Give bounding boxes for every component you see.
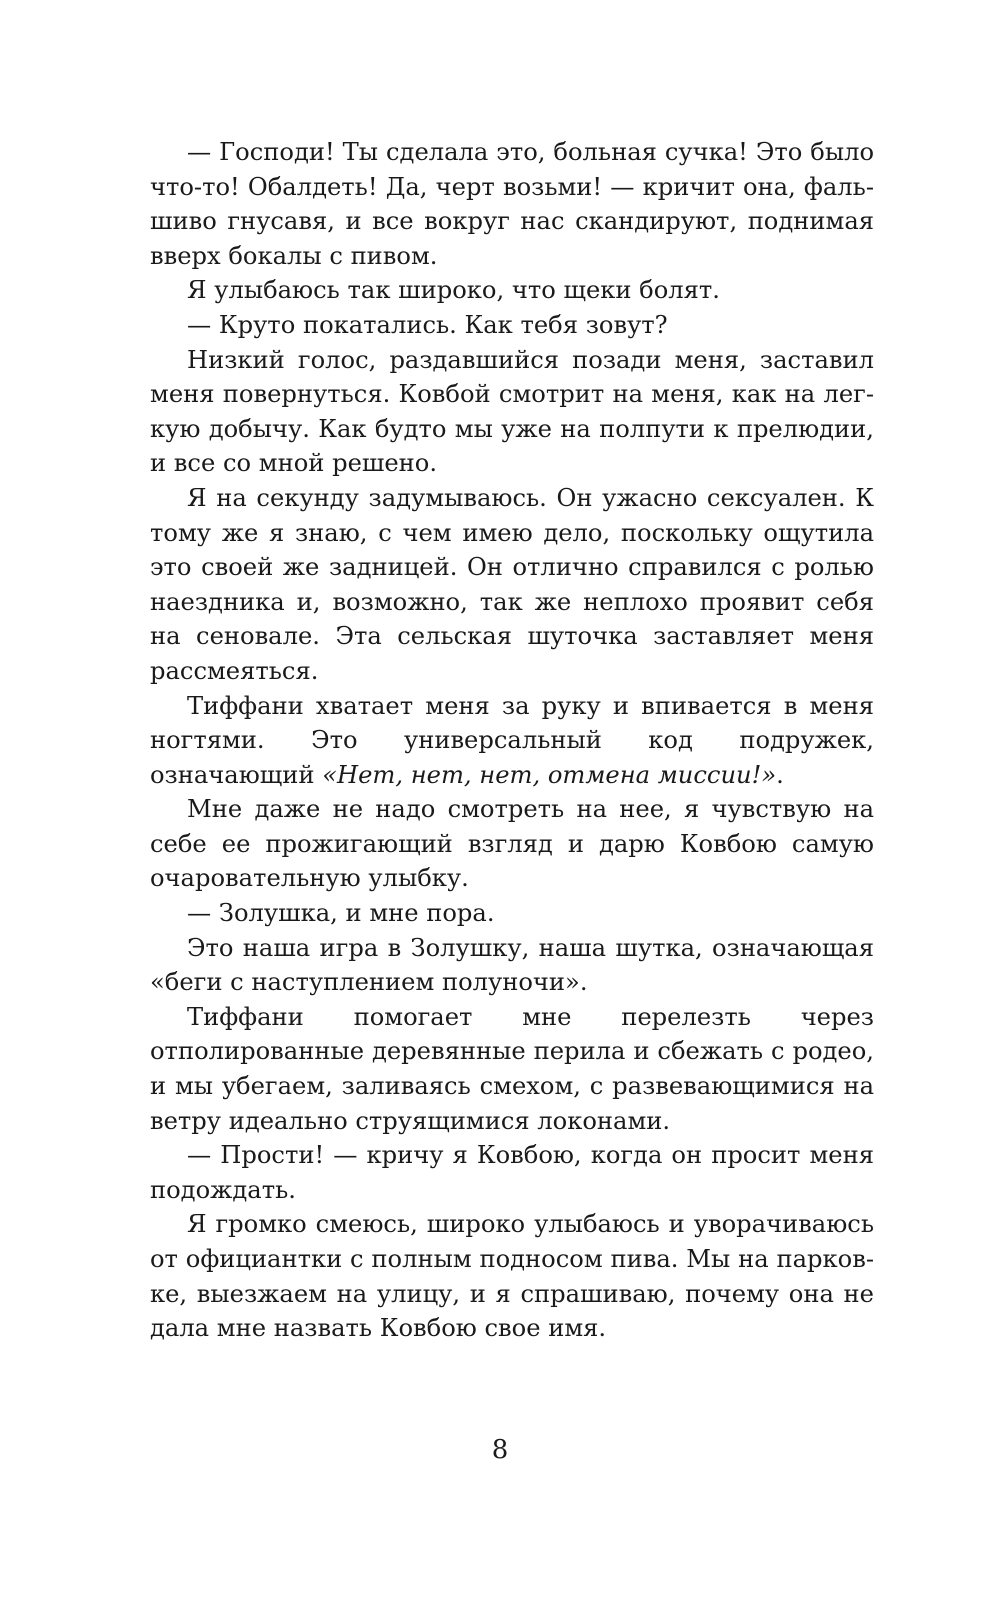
italic-phrase: «Нет, нет, нет, отмена миссии!»: [322, 760, 777, 789]
page-number: 8: [491, 1435, 509, 1465]
paragraph-4: Низкий голос, раздавшийся позади меня, заставил меня повернуться. Ковбой смотрит на меня, как на легкую добычу. Как будто мы уже на полпути к прелюдии, и все со мной решено.: [150, 345, 874, 478]
paragraph-6-text: Тиффани хватает меня за руку и впивается в меня ногтями. Это универсальный код подружек, означающий: [150, 691, 874, 789]
italic-phrase-tail: .: [776, 760, 784, 789]
paragraph-3: — Круто покатались. Как тебя зовут?: [187, 310, 668, 339]
paragraph-11: — Прости! — кричу я Ковбою, когда он просит меня подождать.: [150, 1141, 874, 1204]
paragraph-5: Я на секунду задумываюсь. Он ужасно сексуален. К тому же я знаю, с чем имею дело, поскольку ощутила это своей же задницей. Он отлично справился с ролью наездника и, возможно, так же неплохо проявит себя на сеновале. Эта сельская шуточка заставляет меня рассмеяться.: [150, 483, 874, 685]
paragraph-9: Это наша игра в Золушку, наша шутка, означающая «беги с наступлением полуночи».: [150, 933, 874, 997]
paragraph-2: Я улыбаюсь так широко, что щеки болят.: [187, 276, 720, 305]
paragraph-8: — Золушка, и мне пора.: [187, 899, 495, 928]
paragraph-6: [150, 689, 874, 793]
body-text: [150, 135, 874, 1346]
paragraph-10: Тиффани помогает мне перелезть через отполированные деревянные перила и сбежать с родео, и мы убегаем, заливаясь смехом, с развевающимися на ветру идеально струящимися локонами.: [150, 1002, 874, 1135]
paragraph-1: — Господи! Ты сделала это, больная сучка! Это было что-то! Обалдеть! Да, черт возьми! — кричит она, фальшиво гнусавя, и все вокруг нас скандируют, поднимая вверх бокалы с пивом.: [150, 138, 874, 270]
paragraph-12: Я громко смеюсь, широко улыбаюсь и уворачиваюсь от официантки с полным подносом пива. Мы на парковке, выезжаем на улицу, и я спрашиваю, почему она не дала мне назвать Ковбою свое имя.: [150, 1210, 874, 1343]
paragraph-7: Мне даже не надо смотреть на нее, я чувствую на себе ее прожигающий взгляд и дарю Ковбою самую очаровательную улыбку.: [150, 795, 874, 893]
